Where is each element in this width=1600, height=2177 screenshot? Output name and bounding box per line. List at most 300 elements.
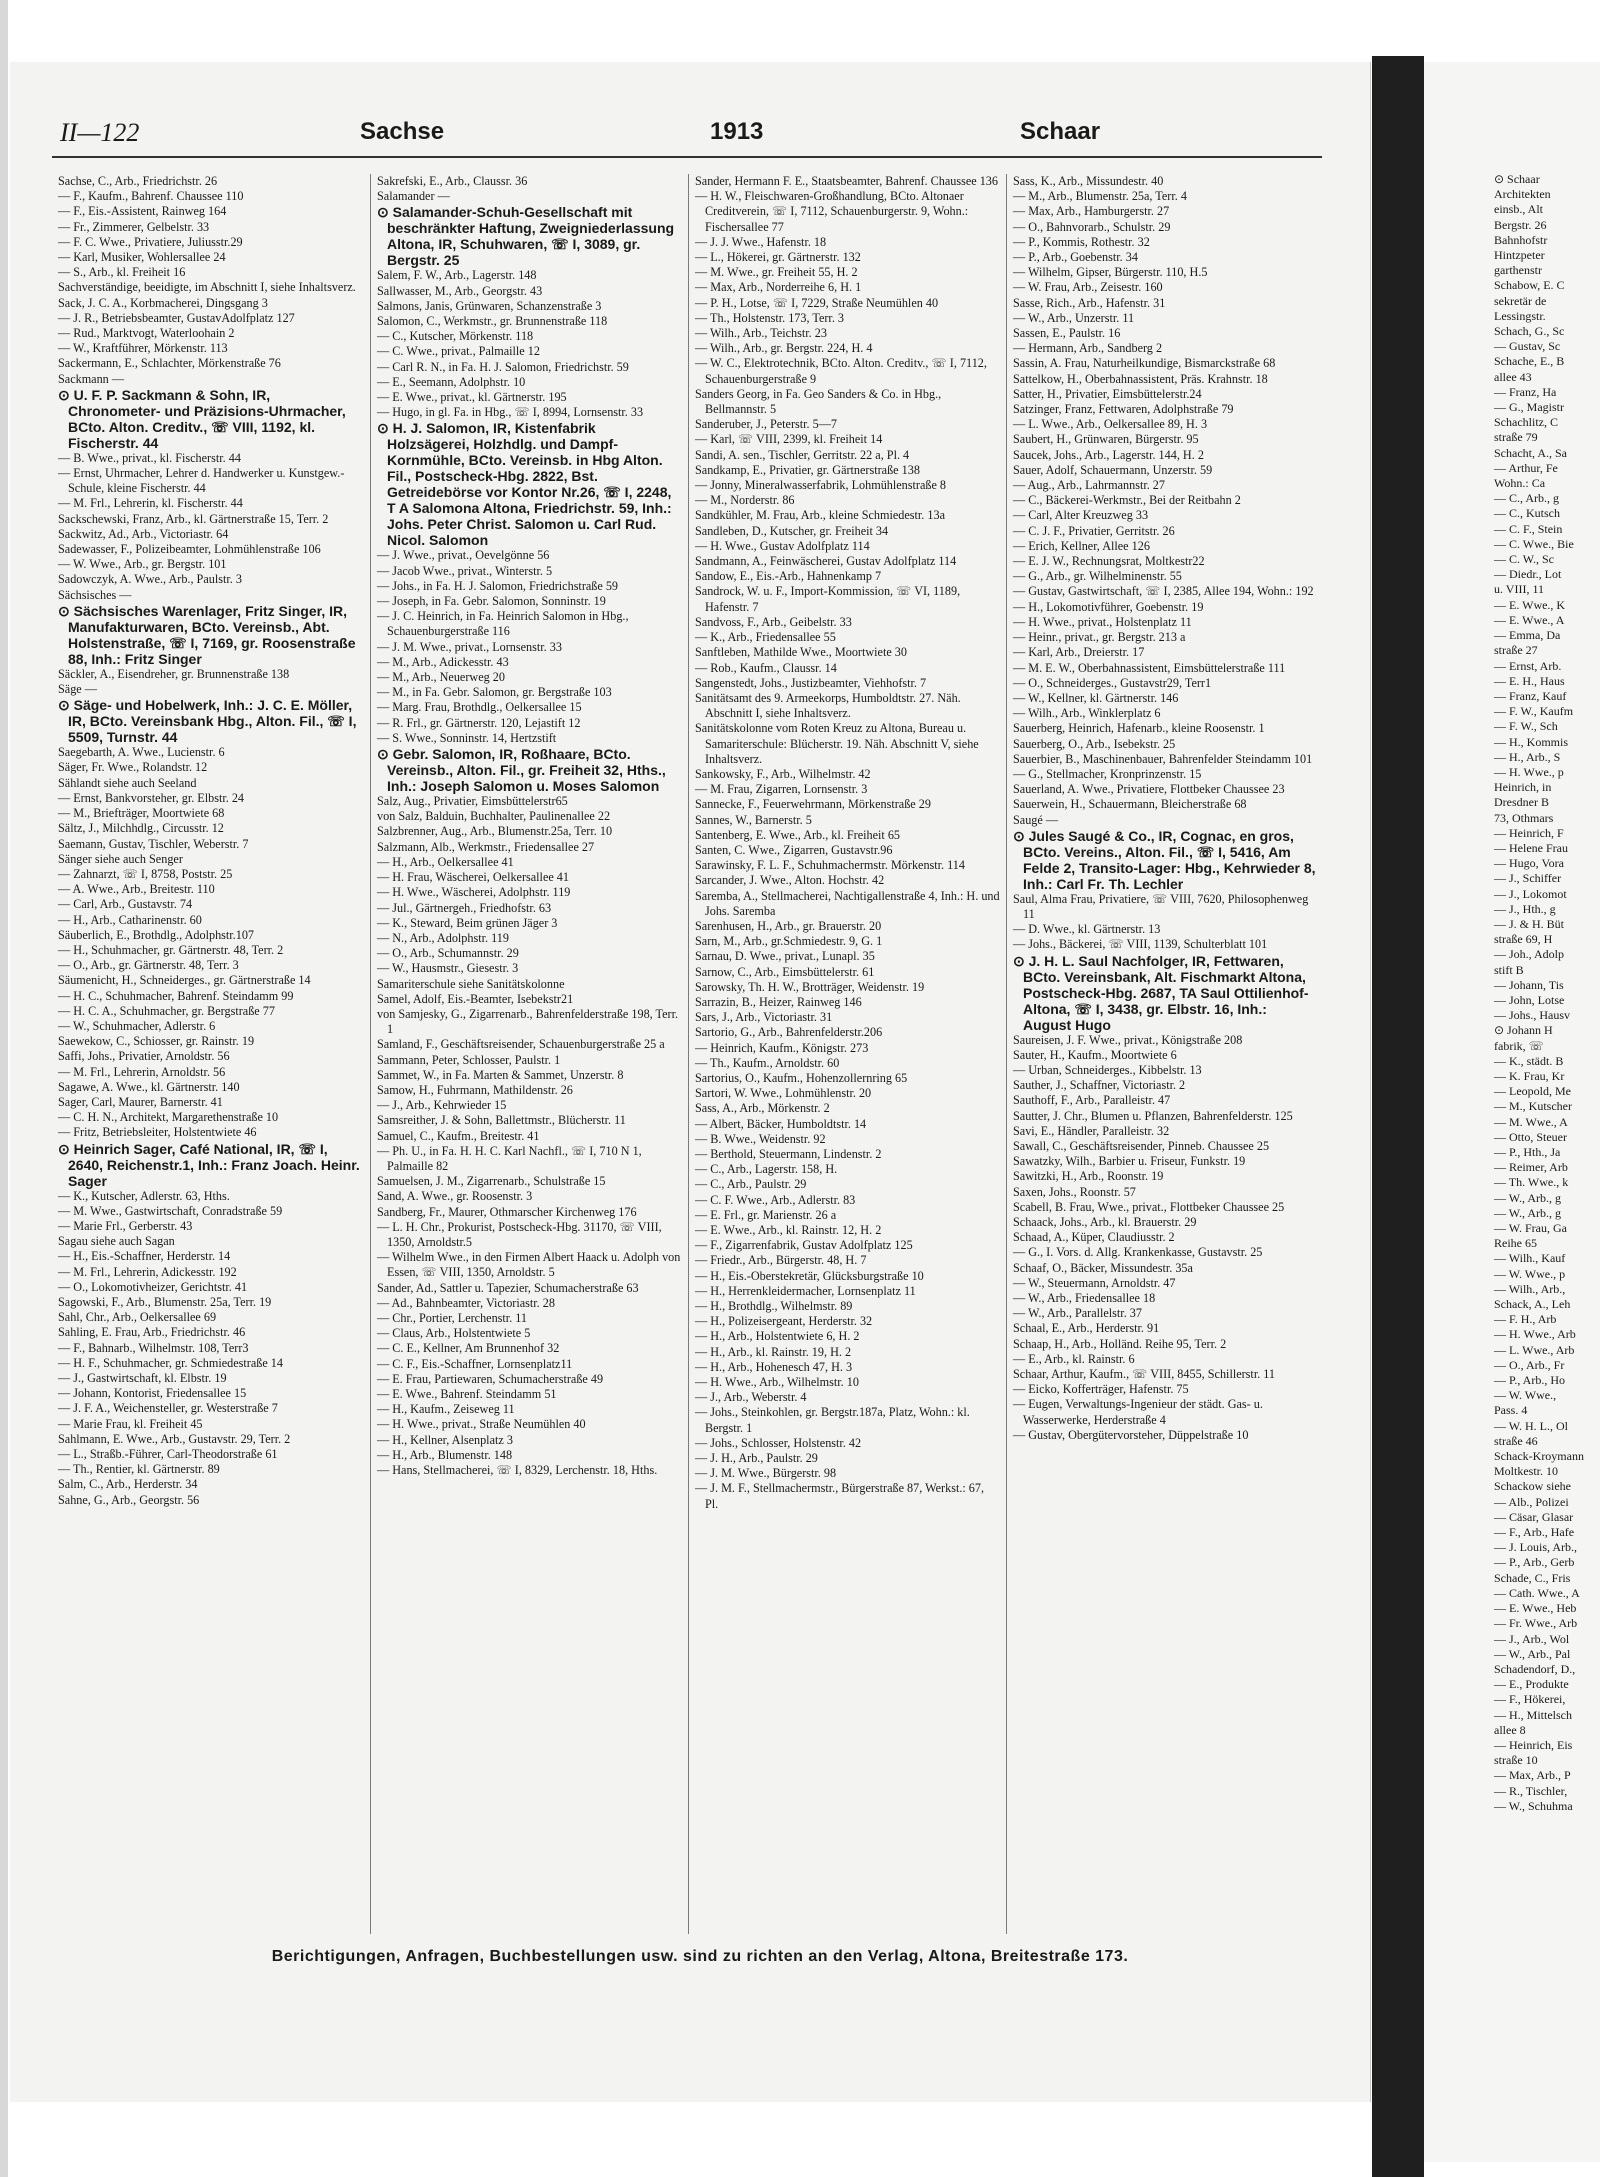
directory-entry: — L. Wwe., Arb., Oelkersallee 89, H. 3 bbox=[1013, 417, 1208, 432]
directory-entry: — J. R., Betriebsbeamter, GustavAdolfplatz 127 bbox=[58, 310, 295, 325]
directory-entry: — Albert, Bäcker, Humboldtstr. 14 bbox=[695, 1116, 867, 1131]
column-3 bbox=[688, 174, 1006, 1934]
directory-entry: — Hugo, in gl. Fa. in Hbg., ☏ I, 8994, Lornsenstr. 33 bbox=[377, 405, 644, 420]
directory-entry: — M. Frl., Lehrerin, Adickesstr. 192 bbox=[58, 1264, 237, 1279]
next-page-line: — F. W., Kaufm bbox=[1494, 704, 1574, 719]
next-page-line: — M., Kutscher bbox=[1494, 1099, 1572, 1114]
directory-entry: — Erich, Kellner, Allee 126 bbox=[1013, 538, 1150, 553]
directory-entry: — Gustav, Gastwirtschaft, ☏ I, 2385, Allee 194, Wohn.: 192 bbox=[1013, 584, 1314, 599]
next-page-line: — W. Wwe., bbox=[1494, 1388, 1557, 1403]
directory-entry: Sauerwein, H., Schauermann, Bleicherstraße 68 bbox=[1013, 797, 1247, 812]
directory-entry: — J., Arb., Kehrwieder 15 bbox=[377, 1098, 507, 1113]
directory-entry: — L., Straßb.-Führer, Carl-Theodorstraße 61 bbox=[58, 1447, 278, 1462]
directory-entry: — H., Brothdlg., Wilhelmstr. 89 bbox=[695, 1299, 853, 1314]
next-page-line: — M. Wwe., A bbox=[1494, 1114, 1568, 1129]
directory-entry: Sahling, E. Frau, Arb., Friedrichstr. 46 bbox=[58, 1325, 246, 1340]
directory-entry: — E. Wwe., privat., kl. Gärtnerstr. 195 bbox=[377, 390, 567, 405]
next-page-line: — Cäsar, Glasar bbox=[1494, 1509, 1574, 1524]
directory-entry: — Th., Rentier, kl. Gärtnerstr. 89 bbox=[58, 1462, 220, 1477]
directory-entry: — Johs., in Fa. H. J. Salomon, Friedrichstraße 59 bbox=[377, 578, 619, 593]
directory-entry: Sars, J., Arb., Victoriastr. 31 bbox=[695, 1010, 833, 1025]
directory-entry: Sanitätskolonne vom Roten Kreuz zu Altona, Bureau u. Samariterschule: Blücherstr. 19. Näh. Abschnitt V, siehe Inhaltsverz. bbox=[695, 721, 979, 766]
directory-entry: Sannes, W., Barnerstr. 5 bbox=[695, 812, 812, 827]
next-page-line: Bahnhofstr bbox=[1494, 232, 1548, 247]
next-page-line: Schack-Kroymann bbox=[1494, 1449, 1584, 1464]
directory-entry: Sauerberg, Heinrich, Hafenarb., kleine Roosenstr. 1 bbox=[1013, 721, 1265, 736]
directory-entry: — M., Arb., Neuerweg 20 bbox=[377, 670, 505, 685]
directory-entry: — J., Arb., Weberstr. 4 bbox=[695, 1390, 807, 1405]
directory-entry: — C. H. N., Architekt, Margarethenstraße 10 bbox=[58, 1110, 279, 1125]
directory-entry: Sarcander, J. Wwe., Alton. Hochstr. 42 bbox=[695, 873, 885, 888]
next-page-line: Schadendorf, D., bbox=[1494, 1661, 1576, 1676]
directory-entry: Savi, E., Händler, Paralleistr. 32 bbox=[1013, 1123, 1170, 1138]
directory-entry: — Jacob Wwe., privat., Winterstr. 5 bbox=[377, 563, 553, 578]
directory-entry: Sackmann — bbox=[58, 371, 125, 386]
directory-entry: Saewekow, C., Schiosser, gr. Rainstr. 19 bbox=[58, 1034, 255, 1049]
book-gutter bbox=[1372, 56, 1424, 2177]
directory-entry: — Johs., Steinkohlen, gr. Bergstr.187a, Platz, Wohn.: kl. Bergstr. 1 bbox=[695, 1405, 970, 1435]
next-page-line: — Arthur, Fe bbox=[1494, 460, 1558, 475]
directory-entry: — F. C. Wwe., Privatiere, Juliusstr.29 bbox=[58, 234, 243, 249]
next-page-line: — C. F., Stein bbox=[1494, 521, 1563, 536]
next-page-line: — F. H., Arb bbox=[1494, 1312, 1557, 1327]
directory-entry: — Urban, Schneiderges., Kibbelstr. 13 bbox=[1013, 1062, 1202, 1077]
directory-entry: — H. C., Schuhmacher, Bahrenf. Steindamm 99 bbox=[58, 988, 294, 1003]
directory-entry: Sandvoss, F., Arb., Geibelstr. 33 bbox=[695, 614, 852, 629]
directory-entry: — Rud., Marktvogt, Waterloohain 2 bbox=[58, 326, 235, 341]
next-page-line: — W., Arb., Pal bbox=[1494, 1646, 1571, 1661]
next-page-line: — Alb., Polizei bbox=[1494, 1494, 1569, 1509]
next-page-line: — C., Kutsch bbox=[1494, 506, 1560, 521]
directory-entry: Sauerberg, O., Arb., Isebekstr. 25 bbox=[1013, 736, 1176, 751]
directory-entry: Sandkamp, E., Privatier, gr. Gärtnerstraße 138 bbox=[695, 462, 920, 477]
directory-entry: Sählandt siehe auch Seeland bbox=[58, 775, 197, 790]
next-page-line: Schade, C., Fris bbox=[1494, 1570, 1571, 1585]
next-page-line: — H. Wwe., p bbox=[1494, 764, 1564, 779]
directory-entry: — Wilhelm, Gipser, Bürgerstr. 110, H.5 bbox=[1013, 265, 1208, 280]
directory-entry: — Fritz, Betriebsleiter, Holstentwiete 46 bbox=[58, 1125, 257, 1140]
next-page-line: — Heinrich, F bbox=[1494, 825, 1564, 840]
firm-entry: ⊙ H. J. Salomon, IR, Kistenfabrik Holzsägerei, Holzhdlg. und Dampf-Kornmühle, BCto. Vereinsb. in Hbg Alton. Fil., Postscheck-Hbg. 2822, Bst. Getreidebörse vor Kontor Nr.26, ☏ I, 2248, T A Salomona Altona, Friedrichstr. 59, Inh.: Johs. Peter Christ. Salomon u. Carl Rud. Nicol. Salomon bbox=[377, 420, 672, 549]
directory-entry: — W., Kraftführer, Mörkenstr. 113 bbox=[58, 341, 228, 356]
directory-entry: — W. Wwe., Arb., gr. Bergstr. 101 bbox=[58, 557, 227, 572]
next-page-line: Moltkestr. 10 bbox=[1494, 1464, 1559, 1479]
next-page-line: allee 8 bbox=[1494, 1722, 1526, 1737]
column-1 bbox=[52, 174, 370, 1934]
directory-entry: — Ad., Bahnbeamter, Victoriastr. 28 bbox=[377, 1295, 555, 1310]
directory-entry: — Carl R. N., in Fa. H. J. Salomon, Friedrichstr. 59 bbox=[377, 359, 629, 374]
next-page-line: Lessingstr. bbox=[1494, 308, 1546, 323]
header-right-keyword: Schaar bbox=[1020, 118, 1101, 145]
directory-entry: — M. Wwe., Gastwirtschaft, Conradstraße 59 bbox=[58, 1203, 283, 1218]
directory-entry: Sass, K., Arb., Missundestr. 40 bbox=[1013, 174, 1164, 188]
firm-entry: ⊙ J. H. L. Saul Nachfolger, IR, Fettwaren, BCto. Vereinsbank, Alt. Fischmarkt Altona, Postscheck-Hbg. 2687, TA Saul Ottilienhof-Altona, ☏ I, 3438, gr. Elbstr. 16, Inh.: August Hugo bbox=[1013, 952, 1309, 1033]
directory-entry: — C., Bäckerei-Werkmstr., Bei der Reitbahn 2 bbox=[1013, 493, 1241, 508]
next-page-column bbox=[1494, 172, 1600, 1814]
directory-entry: — Heinrich, Kaufm., Königstr. 273 bbox=[695, 1040, 869, 1055]
directory-entry: — J. H., Arb., Paulstr. 29 bbox=[695, 1451, 818, 1466]
next-page-line: straße 10 bbox=[1494, 1753, 1538, 1768]
directory-entry: Sandberg, Fr., Maurer, Othmarscher Kirchenweg 176 bbox=[377, 1204, 637, 1219]
next-page-line: — L. Wwe., Arb bbox=[1494, 1342, 1575, 1357]
directory-entry: — Chr., Portier, Lerchenstr. 11 bbox=[377, 1310, 528, 1325]
directory-entry: Salzmann, Alb., Werkmstr., Friedensallee 27 bbox=[377, 839, 595, 854]
next-page-line: Heinrich, in bbox=[1494, 780, 1552, 795]
directory-entry: — M. E. W., Oberbahnassistent, Eimsbüttelerstraße 111 bbox=[1013, 660, 1286, 675]
next-page-line: — J., Lokomot bbox=[1494, 886, 1567, 901]
next-page-line: einsb., Alt bbox=[1494, 202, 1544, 217]
directory-entry: Samuel, C., Kaufm., Breitestr. 41 bbox=[377, 1128, 540, 1143]
directory-entry: — Rob., Kaufm., Claussr. 14 bbox=[695, 660, 837, 675]
directory-entry: Sanftleben, Mathilde Wwe., Moortwiete 30 bbox=[695, 645, 907, 660]
directory-entry: Sältz, J., Milchhdlg., Circusstr. 12 bbox=[58, 821, 224, 836]
directory-entry: Samariterschule siehe Sanitätskolonne bbox=[377, 976, 565, 991]
next-page-line: — John, Lotse bbox=[1494, 992, 1565, 1007]
directory-entry: Sagau siehe auch Sagan bbox=[58, 1234, 175, 1249]
directory-entry: Sarn, M., Arb., gr.Schmiedestr. 9, G. 1 bbox=[695, 934, 883, 949]
directory-entry: Schaaf, O., Bäcker, Missundestr. 35a bbox=[1013, 1260, 1193, 1275]
directory-entry: Satzinger, Franz, Fettwaren, Adolphstraße 79 bbox=[1013, 402, 1234, 417]
directory-entry: Saucek, Johs., Arb., Lagerstr. 144, H. 2 bbox=[1013, 447, 1204, 462]
next-page-line: — C. Wwe., Bie bbox=[1494, 536, 1574, 551]
next-page-line: — W. Wwe., p bbox=[1494, 1266, 1566, 1281]
directory-entry: — C., Arb., Lagerstr. 158, H. bbox=[695, 1162, 838, 1177]
directory-entry: — Jul., Gärtnergeh., Friedhofstr. 63 bbox=[377, 900, 552, 915]
next-page-line: ⊙ Schaar bbox=[1494, 172, 1540, 186]
next-page-line: — Ernst, Arb. bbox=[1494, 658, 1562, 673]
next-page-line: — W., Schuhma bbox=[1494, 1798, 1573, 1813]
directory-entry: Sauter, H., Kaufm., Moortwiete 6 bbox=[1013, 1047, 1177, 1062]
directory-entry: Sartorio, G., Arb., Bahrenfelderstr.206 bbox=[695, 1025, 883, 1040]
directory-entry: Sanders Georg, in Fa. Geo Sanders & Co. in Hbg., Bellmannstr. 5 bbox=[695, 386, 942, 417]
firm-entry: ⊙ Säge- und Hobelwerk, Inh.: J. C. E. Möller, IR, BCto. Vereinsbank Hbg., Alton. Fil., ☏ I, 5509, Turnstr. 44 bbox=[58, 697, 357, 746]
next-page-line: Schacht, A., Sa bbox=[1494, 445, 1567, 460]
firm-entry: ⊙ Heinrich Sager, Café National, IR, ☏ I, 2640, Reichenstr.1, Inh.: Franz Joach. Heinr. Sager bbox=[58, 1140, 360, 1189]
directory-entry: Schaack, Johs., Arb., kl. Brauerstr. 29 bbox=[1013, 1214, 1197, 1229]
next-page-edge bbox=[1424, 62, 1600, 2162]
directory-entry: — E. Wwe., Arb., kl. Rainstr. 12, H. 2 bbox=[695, 1223, 882, 1238]
directory-entry: Salamander — bbox=[377, 189, 450, 204]
directory-entry: Salm, C., Arb., Herderstr. 34 bbox=[58, 1477, 198, 1492]
directory-entry: Sartori, W. Wwe., Lohmühlenstr. 20 bbox=[695, 1086, 872, 1101]
directory-entry: Samel, Adolf, Eis.-Beamter, Isebekstr21 bbox=[377, 991, 574, 1006]
directory-entry: — C. Wwe., privat., Palmaille 12 bbox=[377, 344, 540, 359]
directory-entry: — H. W., Fleischwaren-Großhandlung, BCto. Altonaer Creditverein, ☏ I, 7112, Schauenburgerstr. 9, Wohn.: Fischersallee 77 bbox=[695, 189, 969, 234]
directory-entry: Samuelsen, J. M., Zigarrenarb., Schulstraße 15 bbox=[377, 1174, 606, 1189]
next-page-line: — Reimer, Arb bbox=[1494, 1160, 1568, 1175]
directory-entry: — Ph. U., in Fa. H. H. C. Karl Nachfl., ☏ I, 710 N 1, Palmaille 82 bbox=[377, 1143, 642, 1173]
directory-entry: — S., Arb., kl. Freiheit 16 bbox=[58, 265, 186, 280]
directory-entry: — M., in Fa. Gebr. Salomon, gr. Bergstraße 103 bbox=[377, 685, 612, 700]
directory-entry: Samsreither, J. & Sohn, Ballettmstr., Blücherstr. 11 bbox=[377, 1113, 626, 1128]
directory-entry: Sannecke, F., Feuerwehrmann, Mörkenstraße 29 bbox=[695, 797, 931, 812]
directory-entry: — L. H. Chr., Prokurist, Postscheck-Hbg. 31170, ☏ VIII, 1350, Arnoldstr.5 bbox=[377, 1219, 662, 1249]
next-page-line: — Franz, Kauf bbox=[1494, 688, 1567, 703]
next-page-line: — K., städt. B bbox=[1494, 1053, 1564, 1068]
directory-entry: — E. J. W., Rechnungsrat, Moltkestr22 bbox=[1013, 554, 1205, 569]
directory-entry: Sarnau, D. Wwe., privat., Lunapl. 35 bbox=[695, 949, 875, 964]
next-page-line: stift B bbox=[1494, 962, 1524, 977]
directory-entry: — M., Arb., Blumenstr. 25a, Terr. 4 bbox=[1013, 189, 1187, 204]
directory-entry: Sassen, E., Paulstr. 16 bbox=[1013, 326, 1121, 341]
directory-entry: — Aug., Arb., Lahrmannstr. 27 bbox=[1013, 478, 1165, 493]
directory-entry: — Carl, Arb., Gustavstr. 74 bbox=[58, 897, 193, 912]
next-page-line: Pass. 4 bbox=[1494, 1403, 1528, 1418]
directory-entry: — W. Frau, Arb., Zeisestr. 160 bbox=[1013, 280, 1163, 295]
directory-entry: Sarowsky, Th. H. W., Brotträger, Weidenstr. 19 bbox=[695, 979, 925, 994]
directory-entry: — Berthold, Steuermann, Lindenstr. 2 bbox=[695, 1147, 882, 1161]
directory-entry: Salmons, Janis, Grünwaren, Schanzenstraße 3 bbox=[377, 298, 602, 313]
directory-entry: — Max, Arb., Hamburgerstr. 27 bbox=[1013, 204, 1170, 219]
next-page-line: Architekten bbox=[1494, 187, 1551, 202]
next-page-line: — E., Produkte bbox=[1494, 1677, 1569, 1692]
directory-entry: Sander, Ad., Sattler u. Tapezier, Schumacherstraße 63 bbox=[377, 1280, 639, 1295]
next-page-line: — Fr. Wwe., Arb bbox=[1494, 1616, 1578, 1631]
directory-entry: — Carl, Alter Kreuzweg 33 bbox=[1013, 508, 1149, 523]
next-page-line: straße 46 bbox=[1494, 1433, 1538, 1448]
next-page-line: straße 27 bbox=[1494, 643, 1538, 658]
directory-entry: Schaar, Arthur, Kaufm., ☏ VIII, 8455, Schillerstr. 11 bbox=[1013, 1367, 1276, 1382]
next-page-line: — J. & H. Büt bbox=[1494, 916, 1565, 931]
directory-entry: von Samjesky, G., Zigarrenarb., Bahrenfelderstraße 198, Terr. 1 bbox=[377, 1006, 679, 1037]
directory-entry: Sachverständige, beeidigte, im Abschnitt I, siehe Inhaltsverz. bbox=[58, 280, 356, 295]
next-page-line: garthenstr bbox=[1494, 263, 1542, 278]
directory-entry: Saureisen, J. F. Wwe., privat., Königstraße 208 bbox=[1013, 1032, 1243, 1047]
directory-entry: — F., Eis.-Assistent, Rainweg 164 bbox=[58, 204, 227, 219]
directory-entry: — H., Arb., Holstentwiete 6, H. 2 bbox=[695, 1329, 860, 1344]
directory-entry: Sammet, W., in Fa. Marten & Sammet, Unzerstr. 8 bbox=[377, 1067, 624, 1082]
directory-entry: Scabell, B. Frau, Wwe., privat., Flottbeker Chaussee 25 bbox=[1013, 1199, 1285, 1214]
next-page-line: — F. W., Sch bbox=[1494, 719, 1558, 734]
directory-entry: Sauthoff, F., Arb., Paralleistr. 47 bbox=[1013, 1093, 1171, 1108]
directory-entry: — Wilh., Arb., Teichstr. 23 bbox=[695, 326, 827, 341]
directory-entry: Sauther, J., Schaffner, Victoriastr. 2 bbox=[1013, 1078, 1186, 1093]
entry-columns bbox=[52, 174, 1322, 1934]
next-page-line: Bergstr. 26 bbox=[1494, 217, 1547, 232]
directory-entry: — W., Schuhmacher, Adlerstr. 6 bbox=[58, 1018, 216, 1033]
directory-entry: Saemann, Gustav, Tischler, Weberstr. 7 bbox=[58, 836, 249, 851]
directory-entry: — H., Eis.-Oberstekretär, Glücksburgstraße 10 bbox=[695, 1268, 924, 1283]
directory-entry: Säckler, A., Eisendreher, gr. Brunnenstraße 138 bbox=[58, 666, 290, 681]
directory-entry: Sarrazin, B., Heizer, Rainweg 146 bbox=[695, 994, 862, 1009]
directory-entry: Sandleben, D., Kutscher, gr. Freiheit 34 bbox=[695, 523, 889, 538]
directory-entry: — J. M. Wwe., privat., Lornsenstr. 33 bbox=[377, 639, 562, 654]
directory-entry: Säge — bbox=[58, 682, 97, 697]
next-page-line: — E. H., Haus bbox=[1494, 673, 1565, 688]
directory-entry: — S. Wwe., Sonninstr. 14, Hertzstift bbox=[377, 730, 557, 745]
directory-entry: Säger, Fr. Wwe., Rolandstr. 12 bbox=[58, 760, 208, 775]
next-page-line: — Leopold, Me bbox=[1494, 1084, 1571, 1099]
directory-entry: Salz, Aug., Privatier, Eimsbüttelerstr65 bbox=[377, 794, 568, 809]
next-page-line: Schack, A., Leh bbox=[1494, 1297, 1571, 1312]
next-page-line: straße 79 bbox=[1494, 430, 1538, 445]
directory-entry: Sänger siehe auch Senger bbox=[58, 851, 183, 866]
directory-entry: — W., Kellner, kl. Gärtnerstr. 146 bbox=[1013, 690, 1179, 705]
directory-entry: Sander, Hermann F. E., Staatsbeamter, Bahrenf. Chaussee 136 bbox=[695, 174, 998, 188]
directory-entry: — Eicko, Kofferträger, Hafenstr. 75 bbox=[1013, 1382, 1189, 1397]
directory-entry: Schaal, E., Arb., Herderstr. 91 bbox=[1013, 1321, 1160, 1336]
firm-entry: ⊙ Gebr. Salomon, IR, Roßhaare, BCto. Vereinsb., Alton. Fil., gr. Freiheit 32, Hths., Inh.: Joseph Salomon u. Moses Salomon bbox=[377, 746, 666, 795]
directory-entry: Schaap, H., Arb., Holländ. Reihe 95, Terr. 2 bbox=[1013, 1336, 1227, 1351]
directory-entry: — J. C. Heinrich, in Fa. Heinrich Salomon in Hbg., Schauenburgerstraße 116 bbox=[377, 609, 629, 639]
directory-entry: — E., Seemann, Adolphstr. 10 bbox=[377, 374, 526, 389]
column-2 bbox=[370, 174, 688, 1934]
next-page-line: — W. Frau, Ga bbox=[1494, 1221, 1567, 1236]
directory-entry: — Wilh., Arb., gr. Bergstr. 224, H. 4 bbox=[695, 341, 873, 356]
directory-entry: — H., Kaufm., Zeiseweg 11 bbox=[377, 1402, 515, 1417]
directory-entry: — Friedr., Arb., Bürgerstr. 48, H. 7 bbox=[695, 1253, 867, 1268]
directory-entry: — K., Kutscher, Adlerstr. 63, Hths. bbox=[58, 1188, 230, 1203]
next-page-line: — H., Mittelsch bbox=[1494, 1707, 1572, 1722]
directory-entry: — H., Kellner, Alsenplatz 3 bbox=[377, 1432, 513, 1447]
directory-entry: — G., I. Vors. d. Allg. Krankenkasse, Gustavstr. 25 bbox=[1013, 1245, 1263, 1260]
directory-entry: — H., Eis.-Schaffner, Herderstr. 14 bbox=[58, 1249, 231, 1264]
next-page-line: — Diedr., Lot bbox=[1494, 567, 1562, 582]
directory-entry: — K., Steward, Beim grünen Jäger 3 bbox=[377, 915, 558, 930]
directory-entry: — H., Lokomotivführer, Goebenstr. 19 bbox=[1013, 599, 1204, 614]
directory-entry: — M. Frl., Lehrerin, kl. Fischerstr. 44 bbox=[58, 496, 243, 511]
directory-entry: Saegebarth, A. Wwe., Lucienstr. 6 bbox=[58, 745, 225, 760]
next-page-line: Wohn.: Ca bbox=[1494, 476, 1546, 491]
directory-entry: — K., Arb., Friedensallee 55 bbox=[695, 630, 836, 645]
directory-entry: — H. Wwe., Gustav Adolfplatz 114 bbox=[695, 538, 870, 553]
directory-entry: — Karl, ☏ VIII, 2399, kl. Freiheit 14 bbox=[695, 432, 883, 447]
directory-entry: — O., Arb., Schumannstr. 29 bbox=[377, 946, 519, 961]
publisher-footer: Berichtigungen, Anfragen, Buchbestellungen usw. sind zu richten an den Verlag, Altona, Breitestraße 173. bbox=[271, 1948, 1129, 1965]
directory-entry: Salomon, C., Werkmstr., gr. Brunnenstraße 118 bbox=[377, 314, 608, 329]
directory-entry: Santen, C. Wwe., Zigarren, Gustavstr.96 bbox=[695, 842, 893, 857]
firm-entry: ⊙ Sächsisches Warenlager, Fritz Singer, IR, Manufakturwaren, BCto. Vereinsb., Abt. Holstenstraße, ☏ I, 7169, gr. Roosenstraße 88, Inh.: Fritz Singer bbox=[58, 602, 356, 667]
directory-entry: — Hans, Stellmacherei, ☏ I, 8329, Lerchenstr. 18, Hths. bbox=[377, 1463, 658, 1478]
column-4 bbox=[1006, 174, 1322, 1934]
directory-entry: — Marie Frl., Gerberstr. 43 bbox=[58, 1218, 193, 1233]
next-page-line: — Max, Arb., P bbox=[1494, 1768, 1571, 1783]
directory-entry: — F., Bahnarb., Wilhelmstr. 108, Terr3 bbox=[58, 1340, 249, 1355]
directory-entry: — G., Stellmacher, Kronprinzenstr. 15 bbox=[1013, 766, 1202, 781]
directory-entry: Saul, Alma Frau, Privatiere, ☏ VIII, 7620, Philosophenweg 11 bbox=[1013, 891, 1309, 921]
directory-entry: — P., Kommis, Rothestr. 32 bbox=[1013, 234, 1150, 249]
directory-entry: — H. Wwe., privat., Straße Neumühlen 40 bbox=[377, 1417, 586, 1432]
directory-entry: Sackwitz, Ad., Arb., Victoriastr. 64 bbox=[58, 526, 229, 541]
next-page-line: — O., Arb., Fr bbox=[1494, 1357, 1565, 1372]
directory-entry: — O., Schneiderges., Gustavstr29, Terr1 bbox=[1013, 675, 1212, 690]
directory-entry: Saxen, Johs., Roonstr. 57 bbox=[1013, 1184, 1136, 1199]
directory-entry: Sangenstedt, Johs., Justizbeamter, Viehhofstr. 7 bbox=[695, 675, 927, 690]
directory-entry: Sahlmann, E. Wwe., Arb., Gustavstr. 29, Terr. 2 bbox=[58, 1431, 291, 1446]
directory-entry: Sandi, A. sen., Tischler, Gerritstr. 22 a, Pl. 4 bbox=[695, 447, 910, 462]
directory-entry: — M. Frau, Zigarren, Lornsenstr. 3 bbox=[695, 782, 868, 797]
header-left-keyword: Sachse bbox=[360, 118, 445, 145]
directory-entry: Sasse, Rich., Arb., Hafenstr. 31 bbox=[1013, 295, 1166, 310]
next-page-line: — Emma, Da bbox=[1494, 628, 1561, 643]
directory-entry: — A. Wwe., Arb., Breitestr. 110 bbox=[58, 882, 215, 897]
directory-entry: — Marie Frau, kl. Freiheit 45 bbox=[58, 1416, 203, 1431]
next-page-line: — W., Arb., g bbox=[1494, 1205, 1562, 1220]
directory-entry: — Hermann, Arb., Sandberg 2 bbox=[1013, 341, 1163, 356]
directory-entry: — C. E., Kellner, Am Brunnenhof 32 bbox=[377, 1341, 560, 1356]
directory-entry: — H., Polizeisergeant, Herderstr. 32 bbox=[695, 1314, 873, 1329]
directory-entry: Sarenhusen, H., Arb., gr. Brauerstr. 20 bbox=[695, 918, 882, 933]
next-page-line: — H., Arb., S bbox=[1494, 749, 1561, 764]
directory-entry: Sawall, C., Geschäftsreisender, Pinneb. Chaussee 25 bbox=[1013, 1138, 1270, 1153]
next-page-line: u. VIII, 11 bbox=[1494, 582, 1544, 597]
directory-entry: — E. Frau, Partiewaren, Schumacherstraße 49 bbox=[377, 1371, 604, 1386]
next-page-line: — F., Hökerei, bbox=[1494, 1692, 1566, 1707]
directory-entry: — W., Steuermann, Arnoldstr. 47 bbox=[1013, 1275, 1176, 1290]
next-page-line: — P., Hth., Ja bbox=[1494, 1145, 1561, 1159]
directory-entry: — W., Arb., Parallelstr. 37 bbox=[1013, 1306, 1142, 1321]
next-page-line: — J. Louis, Arb., bbox=[1494, 1540, 1578, 1555]
header-rule bbox=[52, 156, 1322, 158]
directory-entry: — Karl, Arb., Dreierstr. 17 bbox=[1013, 645, 1145, 660]
directory-entry: — D. Wwe., kl. Gärtnerstr. 13 bbox=[1013, 922, 1161, 937]
next-page-line: — E. Wwe., K bbox=[1494, 597, 1566, 612]
directory-entry: — N., Arb., Adolphstr. 119 bbox=[377, 930, 509, 945]
directory-entry: — J. Wwe., privat., Oevelgönne 56 bbox=[377, 548, 550, 563]
directory-entry: Sandow, E., Eis.-Arb., Hahnenkamp 7 bbox=[695, 569, 882, 584]
directory-entry: Sass, A., Arb., Mörkenstr. 2 bbox=[695, 1101, 830, 1116]
directory-entry: Sand, A. Wwe., gr. Roosenstr. 3 bbox=[377, 1189, 533, 1204]
directory-entry: Sawatzky, Wilh., Barbier u. Friseur, Funkstr. 19 bbox=[1013, 1154, 1246, 1169]
next-page-line: straße 69, H bbox=[1494, 932, 1553, 947]
next-page-line: Reihe 65 bbox=[1494, 1236, 1537, 1251]
directory-entry: — M. Wwe., gr. Freiheit 55, H. 2 bbox=[695, 265, 858, 280]
directory-entry: — E. Frl., gr. Marienstr. 26 a bbox=[695, 1207, 837, 1222]
directory-entry: — O., Bahnvorarb., Schulstr. 29 bbox=[1013, 219, 1171, 234]
directory-entry: — L., Hökerei, gr. Gärtnerstr. 132 bbox=[695, 250, 861, 265]
next-page-line: — G., Magistr bbox=[1494, 400, 1564, 415]
directory-entry: Sahne, G., Arb., Georgstr. 56 bbox=[58, 1492, 200, 1507]
next-page-line: — Helene Frau bbox=[1494, 840, 1568, 855]
next-page-line: — W. H. L., Ol bbox=[1494, 1418, 1569, 1433]
directory-entry: Samow, H., Fuhrmann, Mathildenstr. 26 bbox=[377, 1082, 573, 1097]
directory-entry: Sadewasser, F., Polizeibeamter, Lohmühlenstraße 106 bbox=[58, 542, 321, 557]
directory-entry: — C. F. Wwe., Arb., Adlerstr. 83 bbox=[695, 1192, 856, 1207]
directory-entry: — H. C. A., Schuhmacher, gr. Bergstraße 77 bbox=[58, 1003, 275, 1018]
directory-entry: Saffi, Johs., Privatier, Arnoldstr. 56 bbox=[58, 1049, 230, 1064]
next-page-line: — J., Arb., Wol bbox=[1494, 1631, 1570, 1646]
directory-entry: — H., Arb., kl. Rainstr. 19, H. 2 bbox=[695, 1344, 852, 1359]
directory-entry: Samland, F., Geschäftsreisender, Schauenburgerstraße 25 a bbox=[377, 1037, 665, 1052]
directory-entry: — R. Frl., gr. Gärtnerstr. 120, Lejastift 12 bbox=[377, 715, 581, 730]
directory-entry: — Johs., Bäckerei, ☏ VIII, 1139, Schulterblatt 101 bbox=[1013, 937, 1268, 952]
directory-entry: — Ernst, Uhrmacher, Lehrer d. Handwerker u. Kunstgew.-Schule, kleine Fischerstr. 44 bbox=[58, 466, 345, 496]
directory-entry: — W. C., Elektrotechnik, BCto. Alton. Creditv., ☏ I, 7112, Schauenburgerstraße 9 bbox=[695, 356, 987, 386]
directory-entry: Sanitätsamt des 9. Armeekorps, Humboldtstr. 27. Näh. Abschnitt I, siehe Inhaltsverz. bbox=[695, 690, 961, 721]
directory-entry: — J. M. F., Stellmachermstr., Bürgerstraße 87, Werkst.: 67, Pl. bbox=[695, 1481, 985, 1511]
directory-entry: Sawitzki, H., Arb., Roonstr. 19 bbox=[1013, 1169, 1164, 1184]
directory-entry: — Eugen, Verwaltungs-Ingenieur der städt. Gas- u. Wasserwerke, Herderstraße 4 bbox=[1013, 1397, 1263, 1427]
directory-entry: — B. Wwe., privat., kl. Fischerstr. 44 bbox=[58, 450, 241, 465]
directory-entry: — Wilhelm Wwe., in den Firmen Albert Haack u. Adolph von Essen, ☏ VIII, 1350, Arnoldstr. 5 bbox=[377, 1250, 681, 1280]
page-number: II—122 bbox=[60, 118, 140, 147]
directory-entry: Sammann, Peter, Schlosser, Paulstr. 1 bbox=[377, 1052, 561, 1067]
directory-entry: — H., Arb., Blumenstr. 148 bbox=[377, 1447, 513, 1462]
next-page-line: 73, Othmars bbox=[1494, 810, 1554, 825]
next-page-line: — Johann, Tis bbox=[1494, 977, 1564, 992]
directory-entry: Sager, Carl, Maurer, Barnerstr. 41 bbox=[58, 1094, 223, 1109]
directory-entry: Satter, H., Privatier, Eimsbüttelerstr.24 bbox=[1013, 386, 1202, 401]
directory-entry: Sautter, J. Chr., Blumen u. Pflanzen, Bahrenfelderstr. 125 bbox=[1013, 1108, 1293, 1123]
directory-entry: Sarnow, C., Arb., Eimsbüttelerstr. 61 bbox=[695, 964, 875, 979]
scan-edge bbox=[0, 0, 8, 2177]
next-page-line: — W., Arb., g bbox=[1494, 1190, 1562, 1205]
directory-entry: — O., Lokomotivheizer, Gerichtstr. 41 bbox=[58, 1279, 248, 1294]
next-page-line: Schabow, E. C bbox=[1494, 278, 1565, 293]
directory-entry: Sauerbier, B., Maschinenbauer, Bahrenfelder Steindamm 101 bbox=[1013, 751, 1313, 766]
directory-entry: — B. Wwe., Weidenstr. 92 bbox=[695, 1131, 826, 1146]
next-page-line: sekretär de bbox=[1494, 293, 1547, 308]
